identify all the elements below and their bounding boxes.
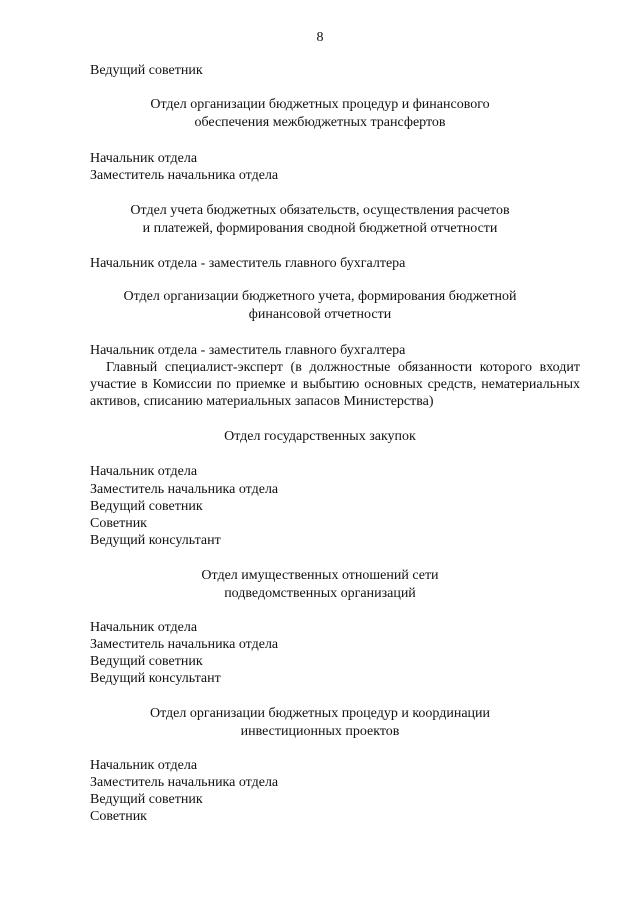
position-line: Начальник отдела - заместитель главного бухгалтера <box>90 343 406 358</box>
position-line: Советник <box>90 516 147 531</box>
position-line: Ведущий советник <box>90 654 203 669</box>
position-line: Начальник отдела <box>90 620 198 635</box>
heading-line: обеспечения межбюджетных трансфертов <box>194 115 446 130</box>
note-line: участие в Комиссии по приемке и выбытию основных средств, нематериальных <box>90 377 580 392</box>
position-line: Заместитель начальника отдела <box>90 482 279 497</box>
department-heading <box>0 202 640 238</box>
position-line: Ведущий советник <box>90 63 203 78</box>
position-line: Начальник отдела <box>90 151 198 166</box>
position-line: Заместитель начальника отдела <box>90 775 279 790</box>
position-note <box>90 359 580 410</box>
department-heading <box>0 567 640 603</box>
department-heading <box>0 288 640 324</box>
heading-line: Отдел учета бюджетных обязательств, осуществления расчетов <box>130 203 510 218</box>
heading-line: подведомственных организаций <box>224 586 416 601</box>
position-line: Заместитель начальника отдела <box>90 637 279 652</box>
heading-line: Отдел организации бюджетных процедур и координации <box>149 706 491 721</box>
department-heading <box>0 705 640 741</box>
position-line: Ведущий советник <box>90 499 203 514</box>
position-line: Заместитель начальника отдела <box>90 168 279 183</box>
position-line: Начальник отдела <box>90 758 198 773</box>
heading-line: Отдел организации бюджетного учета, формирования бюджетной <box>123 289 517 304</box>
note-line: активов, списанию материальных запасов Министерства) <box>90 394 434 409</box>
position-line: Ведущий консультант <box>90 671 221 686</box>
heading-line: Отдел государственных закупок <box>224 429 416 444</box>
heading-line: Отдел имущественных отношений сети <box>201 568 439 583</box>
heading-line: Отдел организации бюджетных процедур и финансового <box>150 97 490 112</box>
heading-line: финансовой отчетности <box>248 307 392 322</box>
position-line: Ведущий консультант <box>90 533 221 548</box>
department-heading <box>0 96 640 132</box>
department-heading <box>0 428 640 446</box>
heading-line: и платежей, формирования сводной бюджетной отчетности <box>142 221 498 236</box>
position-line: Начальник отдела <box>90 464 198 479</box>
heading-line: инвестиционных проектов <box>240 724 400 739</box>
position-line: Ведущий советник <box>90 792 203 807</box>
page-number: 8 <box>316 30 324 45</box>
position-line: Начальник отдела - заместитель главного бухгалтера <box>90 256 406 271</box>
note-line: Главный специалист-эксперт (в должностные обязанности которого входит <box>106 360 580 375</box>
position-line: Советник <box>90 809 147 824</box>
